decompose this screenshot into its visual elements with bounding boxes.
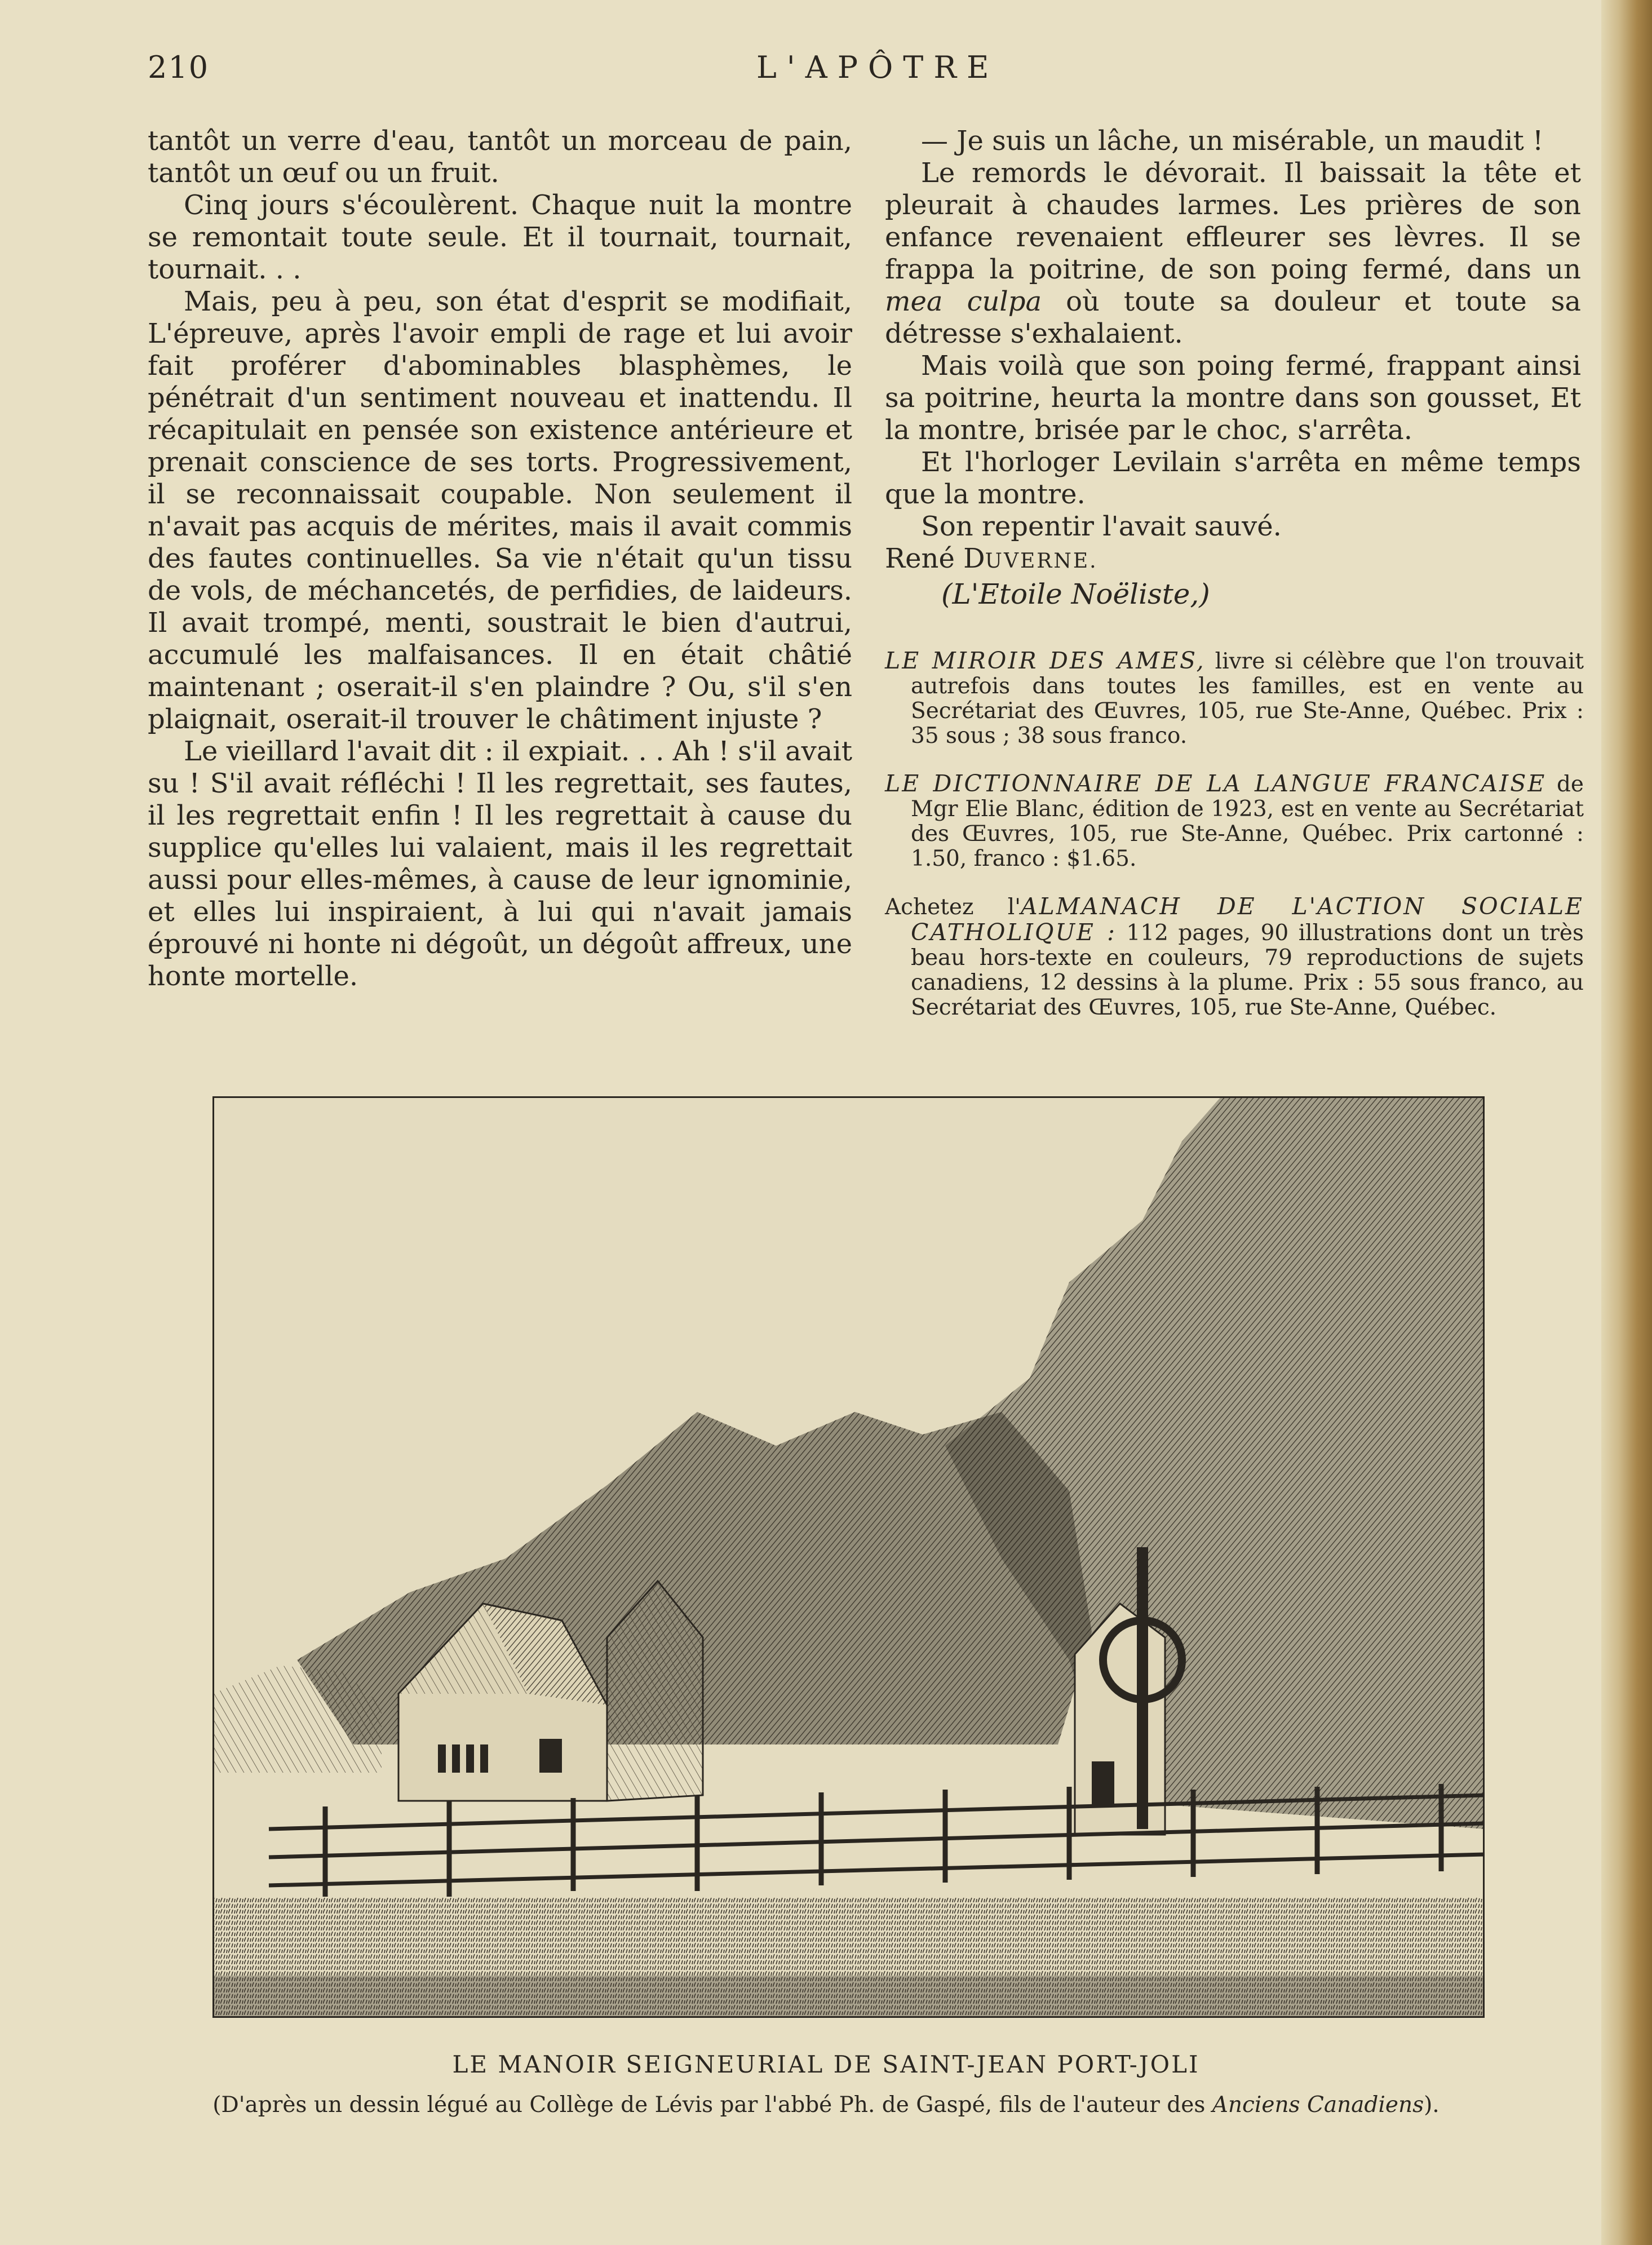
paragraph bbox=[885, 157, 1581, 350]
ad-title: ALMANACH DE L'ACTION SOCIALE CATHOLIQUE : bbox=[911, 893, 1584, 946]
paragraph: Son repentir l'avait sauvé. bbox=[921, 511, 1282, 542]
engraving-image bbox=[212, 1096, 1485, 2018]
ad-body: 112 pages, 90 illustrations dont un très beau hors-texte en couleurs, 79 reproductions de sujets canadiens, 12 dessins à la plume. Prix : 55 sous franco, au Secrétariat des Œuvres, 105, rue Ste-Anne, Québec. bbox=[911, 920, 1584, 1020]
ad-body: de Mgr Elie Blanc, édition de 1923, est en vente au Secrétariat des Œuvres, 105, rue Ste-Anne, Québec. Prix cartonné : 1.50, franco : $1.65. bbox=[911, 772, 1584, 871]
author-signature: René DUVERNE. bbox=[885, 543, 1098, 574]
illustration-caption-credit: (D'après un dessin légué au Collège de Lévis par l'abbé Ph. de Gaspé, fils de l'auteur des Anciens Canadiens). bbox=[212, 2092, 1440, 2118]
source-citation: (L'Etoile Noëliste,) bbox=[941, 578, 1210, 610]
ad-almanach bbox=[885, 894, 1584, 1020]
left-column bbox=[148, 125, 852, 993]
latin-phrase: mea culpa bbox=[885, 286, 1042, 317]
ad-dictionnaire bbox=[885, 771, 1584, 871]
paragraph: Cinq jours s'écoulèrent. Chaque nuit la montre se remontait toute seule. Et il tournait, tournait, tournait. . . bbox=[148, 189, 852, 285]
illustration-caption-title: LE MANOIR SEIGNEURIAL DE SAINT-JEAN PORT-JOLI bbox=[452, 2051, 1200, 2078]
paragraph: Le vieillard l'avait dit : il expiait. . . Ah ! s'il avait su ! S'il avait réfléchi ! Il les regrettait, ses fautes, il les regrettait enfin ! Il les regrettait à cause du supplice qu'elles lui valaient, mais il les regrettait aussi pour elles-mêmes, à cause de leur ignominie, et elles lui inspiraient, à lui qui n'avait jamais éprouvé ni honte ni dégoût, un dégoût affreux, une honte mortelle. bbox=[148, 736, 852, 992]
right-column bbox=[885, 125, 1581, 611]
paragraph-text: Le remords le dévorait. Il baissait la tête et pleurait à chaudes larmes. Les prières de son enfance revenaient effleurer ses lèvres. Il se frappa la poitrine, de son poing fermé, dans un bbox=[885, 157, 1581, 285]
paragraph: Et l'horloger Levilain s'arrêta en même temps que la montre. bbox=[885, 446, 1581, 510]
paragraph: Mais, peu à peu, son état d'esprit se modifiait, L'épreuve, après l'avoir empli de rage et lui avoir fait proférer d'abominables blasphèmes, le pénétrait d'un sentiment nouveau et inattendu. Il récapitulait en pensée son existence antérieure et prenait conscience de ses torts. Progressivement, il se reconnaissait coupable. Non seulement il n'avait pas acquis de mérites, mais il avait commis des fautes continuelles. Sa vie n'était qu'un tissu de vols, de méchancetés, de perfidies, de laideurs. Il avait trompé, menti, soustrait le bien d'autrui, accumulé les malfaisances. Il en était châtié maintenant ; oserait-il s'en plaindre ? Ou, s'il s'en plaignait, oserait-il trouver le châtiment injuste ? bbox=[148, 286, 852, 735]
ad-title: LE MIROIR DES AMES, bbox=[885, 647, 1206, 674]
ad-miroir bbox=[885, 648, 1584, 749]
ad-prefix: Achetez l' bbox=[885, 895, 1021, 920]
ad-body: livre si célèbre que l'on trouvait autrefois dans toutes les familles, est en vente au Secrétariat des Œuvres, 105, rue Ste-Anne, Québec. Prix : 35 sous ; 38 sous franco. bbox=[911, 649, 1584, 749]
paragraph-text: où toute sa douleur et toute sa détresse s'exhalaient. bbox=[885, 286, 1581, 349]
paragraph: — Je suis un lâche, un misérable, un maudit ! bbox=[921, 125, 1544, 157]
paragraph: Mais voilà que son poing fermé, frappant ainsi sa poitrine, heurta la montre dans son gousset, Et la montre, brisée par le choc, s'arrêta. bbox=[885, 350, 1581, 446]
advertisements bbox=[885, 648, 1584, 1043]
page-number: 210 bbox=[148, 50, 210, 85]
ad-title: LE DICTIONNAIRE DE LA LANGUE FRANCAISE bbox=[885, 770, 1547, 797]
running-title: L'APÔTRE bbox=[756, 50, 999, 85]
page-edge bbox=[1601, 0, 1652, 2245]
page-header bbox=[148, 50, 1568, 95]
manor-engraving bbox=[212, 1096, 1485, 2018]
paragraph: tantôt un verre d'eau, tantôt un morceau de pain, tantôt un œuf ou un fruit. bbox=[148, 125, 852, 189]
